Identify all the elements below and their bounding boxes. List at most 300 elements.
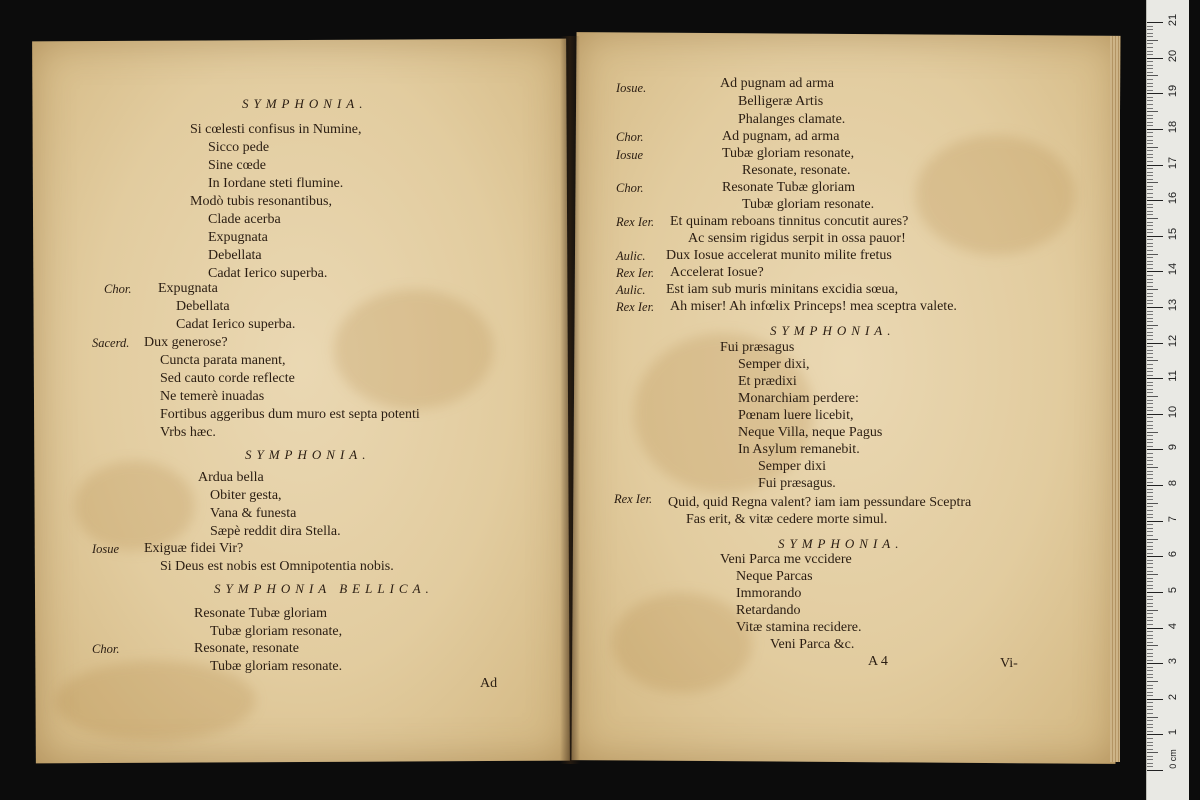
- text-line: Veni Parca &c.: [770, 637, 855, 652]
- ruler-tick: [1147, 581, 1153, 582]
- ruler-tick: [1147, 68, 1153, 69]
- ruler-tick: [1147, 770, 1163, 771]
- ruler-tick: [1147, 499, 1153, 500]
- ruler-number: 18: [1167, 120, 1179, 134]
- ruler-tick: [1147, 104, 1153, 105]
- ruler-tick: [1147, 442, 1153, 443]
- text-line: Sine cœde: [208, 158, 266, 173]
- ruler-tick: [1147, 150, 1153, 151]
- ruler-number: 12: [1167, 334, 1179, 347]
- ruler-tick: [1147, 489, 1153, 490]
- ruler-tick: [1147, 631, 1153, 632]
- ruler-tick: [1147, 129, 1163, 130]
- ruler-tick: [1147, 571, 1153, 572]
- ruler-tick: [1147, 596, 1153, 597]
- text-line: Tubæ gloriam resonate.: [742, 197, 875, 212]
- ruler-tick: [1147, 738, 1153, 739]
- text-line: Accelerat Iosue?: [670, 265, 764, 280]
- ruler-tick: [1147, 685, 1153, 686]
- ruler-tick: [1147, 318, 1153, 319]
- text-line: Phalanges clamate.: [738, 112, 846, 127]
- ruler-tick: [1147, 307, 1163, 308]
- ruler-tick: [1147, 474, 1153, 475]
- text-line: Cadat Ierico superba.: [208, 266, 328, 281]
- ruler-tick: [1147, 588, 1153, 589]
- speaker-label: Aulic.: [616, 283, 646, 297]
- text-line: Fui præsagus.: [758, 476, 836, 491]
- text-line: Ac sensim rigidus serpit in ossa pauor!: [688, 231, 906, 246]
- signature-mark: A 4: [868, 654, 888, 669]
- ruler-tick: [1147, 325, 1158, 326]
- ruler-tick: [1147, 585, 1153, 586]
- text-line: Neque Parcas: [736, 569, 813, 584]
- ruler-tick: [1147, 346, 1153, 347]
- ruler-tick: [1147, 717, 1158, 718]
- ruler-tick: [1147, 674, 1153, 675]
- ruler-tick: [1147, 667, 1153, 668]
- ruler-tick: [1147, 140, 1153, 141]
- ruler-tick: [1147, 428, 1153, 429]
- ruler-number: 19: [1167, 85, 1179, 98]
- ruler-tick: [1147, 239, 1153, 240]
- ruler-tick: [1147, 396, 1158, 397]
- text-line: Et prædixi: [738, 374, 797, 389]
- ruler-tick: [1147, 624, 1153, 625]
- ruler-tick: [1147, 328, 1153, 329]
- text-line: Expugnata: [158, 281, 218, 296]
- ruler-tick: [1147, 218, 1158, 219]
- ruler-tick: [1147, 335, 1153, 336]
- ruler-tick: [1147, 620, 1153, 621]
- text-line: Tubæ gloriam resonate,: [210, 624, 343, 639]
- ruler-tick: [1147, 264, 1153, 265]
- ruler-number: 7: [1167, 515, 1179, 522]
- ruler-tick: [1147, 90, 1153, 91]
- speaker-label: Sacerd.: [92, 336, 130, 350]
- text-line: Clade acerba: [208, 212, 281, 227]
- ruler-tick: [1147, 40, 1158, 41]
- text-line: Cuncta parata manent,: [160, 353, 286, 368]
- text-line: In Iordane steti flumine.: [208, 176, 344, 191]
- ruler-tick: [1147, 296, 1153, 297]
- ruler-tick: [1147, 261, 1153, 262]
- heading-symphonia: SYMPHONIA.: [242, 96, 368, 111]
- text-line: Tubæ gloriam resonate,: [722, 146, 855, 161]
- text-line: Sæpè reddit dira Stella.: [210, 524, 341, 539]
- ruler-tick: [1147, 289, 1158, 290]
- ruler-tick: [1147, 635, 1153, 636]
- text-line: Pœnam luere licebit,: [738, 408, 854, 423]
- ruler-tick: [1147, 182, 1158, 183]
- ruler-number: 3: [1167, 658, 1179, 665]
- ruler-tick: [1147, 392, 1153, 393]
- ruler-tick: [1147, 506, 1153, 507]
- text-line: Ad pugnam, ad arma: [722, 129, 840, 144]
- ruler-tick: [1147, 229, 1153, 230]
- text-line: Resonate Tubæ gloriam: [194, 606, 328, 621]
- speaker-label: Chor.: [616, 130, 644, 144]
- ruler-tick: [1147, 645, 1158, 646]
- ruler-tick: [1147, 485, 1163, 486]
- ruler-tick: [1147, 417, 1153, 418]
- heading-symphonia: SYMPHONIA.: [770, 323, 896, 338]
- speaker-label: Chor.: [92, 642, 120, 656]
- ruler-tick: [1147, 603, 1153, 604]
- text-line: Dux generose?: [144, 335, 228, 350]
- heading-symphonia: SYMPHONIA.: [778, 536, 904, 551]
- ruler-tick: [1147, 58, 1163, 59]
- ruler-tick: [1147, 542, 1153, 543]
- ruler-tick: [1147, 628, 1163, 629]
- ruler-tick: [1147, 471, 1153, 472]
- ruler-tick: [1147, 464, 1153, 465]
- ruler-tick: [1147, 61, 1153, 62]
- ruler-tick: [1147, 83, 1153, 84]
- ruler-tick: [1147, 759, 1153, 760]
- text-line: Quid, quid Regna valent? iam iam pessundare Sceptra: [668, 495, 972, 510]
- ruler-tick: [1147, 54, 1153, 55]
- ruler-tick: [1147, 172, 1153, 173]
- ruler-tick: [1147, 86, 1153, 87]
- ruler-tick: [1147, 546, 1153, 547]
- ruler-tick: [1147, 467, 1158, 468]
- ruler-tick: [1147, 36, 1153, 37]
- ruler-tick: [1147, 175, 1153, 176]
- text-line: In Asylum remanebit.: [738, 442, 860, 457]
- ruler-tick: [1147, 563, 1153, 564]
- speaker-label: Rex Ier.: [616, 266, 655, 280]
- ruler-number: 8: [1167, 479, 1179, 487]
- ruler-number: 10: [1167, 405, 1179, 418]
- text-line: Ne temerè inuadas: [160, 389, 265, 404]
- text-line: Debellata: [208, 248, 262, 263]
- ruler-tick: [1147, 400, 1153, 401]
- ruler-tick: [1147, 93, 1163, 94]
- text-line: Fas erit, & vitæ cedere morte simul.: [686, 512, 888, 527]
- catchword: Vi-: [1000, 656, 1018, 671]
- text-line: Neque Villa, neque Pagus: [738, 425, 883, 440]
- ruler-tick: [1147, 560, 1153, 561]
- ruler-tick: [1147, 695, 1153, 696]
- ruler-number: 11: [1167, 370, 1179, 382]
- ruler-tick: [1147, 453, 1153, 454]
- ruler-unit-label: 0 cm: [1168, 749, 1178, 769]
- ruler-number: 15: [1167, 227, 1179, 240]
- text-line: Veni Parca me vccidere: [720, 552, 852, 567]
- heading-symphonia: SYMPHONIA.: [245, 447, 371, 462]
- ruler-number: 2: [1167, 693, 1179, 700]
- ruler-tick: [1147, 339, 1153, 340]
- ruler-tick: [1147, 357, 1153, 358]
- ruler-tick: [1147, 514, 1153, 515]
- ruler-tick: [1147, 478, 1153, 479]
- text-line: Resonate, resonate.: [742, 163, 851, 178]
- text-line: Debellata: [176, 299, 230, 314]
- text-line: Sicco pede: [208, 140, 270, 155]
- ruler-tick: [1147, 638, 1153, 639]
- ruler-tick: [1147, 75, 1158, 76]
- ruler-tick: [1147, 549, 1153, 550]
- ruler-tick: [1147, 300, 1153, 301]
- ruler-tick: [1147, 360, 1158, 361]
- text-line: Exiguæ fidei Vir?: [144, 541, 244, 556]
- ruler-tick: [1147, 207, 1153, 208]
- text-line: Ah miser! Ah infœlix Princeps! mea sceptra valete.: [670, 299, 957, 314]
- ruler-tick: [1147, 660, 1153, 661]
- ruler-tick: [1147, 749, 1153, 750]
- text-line: Semper dixi: [758, 459, 827, 474]
- ruler-tick: [1147, 293, 1153, 294]
- ruler-tick: [1147, 510, 1153, 511]
- ruler-tick: [1147, 382, 1153, 383]
- ruler-tick: [1147, 567, 1153, 568]
- ruler-tick: [1147, 403, 1153, 404]
- ruler-tick: [1147, 720, 1153, 721]
- speaker-label: Rex Ier.: [614, 492, 653, 506]
- text-line: Modò tubis resonantibus,: [190, 194, 332, 209]
- ruler-tick: [1147, 51, 1153, 52]
- ruler-number: 16: [1167, 191, 1179, 205]
- ruler-tick: [1147, 115, 1153, 116]
- ruler-tick: [1147, 368, 1153, 369]
- ruler-tick: [1147, 154, 1153, 155]
- ruler-number: 17: [1167, 156, 1179, 169]
- text-line: Expugnata: [208, 230, 268, 245]
- ruler-tick: [1147, 314, 1153, 315]
- ruler-tick: [1147, 446, 1153, 447]
- ruler-tick: [1147, 503, 1158, 504]
- text-line: Immorando: [736, 586, 802, 601]
- ruler-tick: [1147, 22, 1163, 23]
- ruler-tick: [1147, 752, 1158, 753]
- ruler-number: 20: [1167, 49, 1179, 62]
- ruler-tick: [1147, 246, 1153, 247]
- ruler-tick: [1147, 257, 1153, 258]
- page-edges: [1110, 36, 1120, 762]
- ruler-tick: [1147, 132, 1153, 133]
- ruler-tick: [1147, 232, 1153, 233]
- ruler-tick: [1147, 168, 1153, 169]
- ruler-tick: [1147, 282, 1153, 283]
- ruler-tick: [1147, 745, 1153, 746]
- ruler-tick: [1147, 43, 1153, 44]
- ruler-tick: [1147, 189, 1153, 190]
- ruler-tick: [1147, 179, 1153, 180]
- ruler-tick: [1147, 410, 1153, 411]
- ruler-tick: [1147, 303, 1153, 304]
- ruler-tick: [1147, 26, 1153, 27]
- ruler-tick: [1147, 496, 1153, 497]
- measuring-ruler: [1146, 0, 1189, 800]
- ruler-number: 5: [1167, 586, 1179, 593]
- ruler-tick: [1147, 663, 1163, 664]
- ruler-number: 1: [1167, 729, 1179, 736]
- ruler-tick: [1147, 535, 1153, 536]
- ruler-tick: [1147, 136, 1153, 137]
- ruler-tick: [1147, 763, 1153, 764]
- ruler-tick: [1147, 271, 1163, 272]
- ruler-tick: [1147, 681, 1158, 682]
- ruler-tick: [1147, 236, 1163, 237]
- text-line: Tubæ gloriam resonate.: [210, 659, 343, 674]
- ruler-tick: [1147, 214, 1153, 215]
- ruler-tick: [1147, 617, 1153, 618]
- heading-symphonia-bellica: SYMPHONIA BELLICA.: [214, 581, 434, 596]
- ruler-number: 9: [1167, 444, 1179, 451]
- ruler-tick: [1147, 528, 1153, 529]
- speaker-label: Iosue: [92, 542, 120, 556]
- text-line: Vana & funesta: [210, 506, 297, 521]
- ruler-tick: [1147, 432, 1158, 433]
- ruler-tick: [1147, 460, 1153, 461]
- ruler-tick: [1147, 197, 1153, 198]
- text-line: Vrbs hæc.: [160, 425, 216, 440]
- ruler-number: 6: [1167, 551, 1179, 558]
- ruler-tick: [1147, 118, 1153, 119]
- ruler-tick: [1147, 756, 1153, 757]
- text-line: Fortibus aggeribus dum muro est septa potenti: [160, 407, 420, 422]
- text-line: Dux Iosue accelerat munito milite fretus: [666, 248, 892, 263]
- ruler-tick: [1147, 97, 1153, 98]
- ruler-tick: [1147, 311, 1153, 312]
- ruler-tick: [1147, 378, 1163, 379]
- ruler-tick: [1147, 332, 1153, 333]
- ruler-tick: [1147, 222, 1153, 223]
- text-line: Monarchiam perdere:: [738, 391, 859, 406]
- text-line: Resonate, resonate: [194, 641, 299, 656]
- ruler-tick: [1147, 321, 1153, 322]
- ruler-tick: [1147, 606, 1153, 607]
- text-line: Ardua bella: [198, 470, 264, 485]
- ruler-tick: [1147, 742, 1153, 743]
- ruler-tick: [1147, 353, 1153, 354]
- ruler-tick: [1147, 517, 1153, 518]
- speaker-label: Rex Ier.: [616, 215, 655, 229]
- ruler-tick: [1147, 375, 1153, 376]
- ruler-tick: [1147, 72, 1153, 73]
- ruler-tick: [1147, 482, 1153, 483]
- text-line: Ad pugnam ad arma: [720, 76, 834, 91]
- ruler-tick: [1147, 706, 1153, 707]
- ruler-tick: [1147, 688, 1153, 689]
- ruler-tick: [1147, 29, 1153, 30]
- ruler-tick: [1147, 161, 1153, 162]
- ruler-tick: [1147, 713, 1153, 714]
- catchword: Ad: [480, 676, 498, 691]
- ruler-tick: [1147, 407, 1153, 408]
- ruler-number: 13: [1167, 298, 1179, 312]
- ruler-tick: [1147, 524, 1153, 525]
- ruler-tick: [1147, 610, 1158, 611]
- speaker-label: Chor.: [104, 282, 132, 296]
- ruler-tick: [1147, 343, 1163, 344]
- ruler-tick: [1147, 100, 1153, 101]
- ruler-tick: [1147, 653, 1153, 654]
- text-line: Obiter gesta,: [210, 488, 282, 503]
- ruler-tick: [1147, 193, 1153, 194]
- ruler-tick: [1147, 731, 1153, 732]
- ruler-tick: [1147, 350, 1153, 351]
- text-line: Si cœlesti confisus in Numine,: [190, 122, 362, 137]
- text-line: Semper dixi,: [738, 357, 810, 372]
- ruler-number: 21: [1167, 13, 1179, 27]
- text-line: Sed cauto corde reflecte: [160, 371, 295, 386]
- ruler-tick: [1147, 243, 1153, 244]
- ruler-tick: [1147, 613, 1153, 614]
- ruler-tick: [1147, 521, 1163, 522]
- ruler-tick: [1147, 435, 1153, 436]
- ruler-tick: [1147, 33, 1153, 34]
- ruler-tick: [1147, 656, 1153, 657]
- ruler-tick: [1147, 449, 1163, 450]
- ruler-tick: [1147, 125, 1153, 126]
- ruler-tick: [1147, 250, 1153, 251]
- ruler-tick: [1147, 425, 1153, 426]
- ruler-tick: [1147, 79, 1153, 80]
- ruler-tick: [1147, 492, 1153, 493]
- ruler-tick: [1147, 254, 1158, 255]
- ruler-tick: [1147, 556, 1163, 557]
- book-gutter: [560, 36, 580, 764]
- ruler-tick: [1147, 421, 1153, 422]
- ruler-tick: [1147, 724, 1153, 725]
- ruler-tick: [1147, 268, 1153, 269]
- ruler-tick: [1147, 279, 1153, 280]
- ruler-tick: [1147, 108, 1153, 109]
- ruler-tick: [1147, 531, 1153, 532]
- ruler-tick: [1147, 553, 1153, 554]
- speaker-label: Iosue.: [616, 81, 647, 95]
- speaker-label: Aulic.: [616, 249, 646, 263]
- ruler-tick: [1147, 592, 1163, 593]
- ruler-tick: [1147, 699, 1163, 700]
- ruler-tick: [1147, 439, 1153, 440]
- text-line: Resonate Tubæ gloriam: [722, 180, 856, 195]
- ruler-tick: [1147, 578, 1153, 579]
- ruler-tick: [1147, 709, 1153, 710]
- text-line: Belligeræ Artis: [738, 94, 824, 109]
- ruler-tick: [1147, 692, 1153, 693]
- ruler-tick: [1147, 702, 1153, 703]
- ruler-tick: [1147, 670, 1153, 671]
- ruler-tick: [1147, 186, 1153, 187]
- ruler-tick: [1147, 143, 1153, 144]
- text-line: Et quinam reboans tinnitus concutit aures?: [670, 214, 909, 229]
- ruler-number: 4: [1167, 622, 1179, 629]
- ruler-tick: [1147, 225, 1153, 226]
- ruler-tick: [1147, 766, 1153, 767]
- ruler-tick: [1147, 457, 1153, 458]
- ruler-tick: [1147, 286, 1153, 287]
- ruler-tick: [1147, 200, 1163, 201]
- ruler-tick: [1147, 204, 1153, 205]
- ruler-tick: [1147, 677, 1153, 678]
- ruler-tick: [1147, 165, 1163, 166]
- ruler-tick: [1147, 147, 1158, 148]
- speaker-label: Iosue: [616, 148, 644, 162]
- text-line: Est iam sub muris minitans excidia sœua,: [666, 282, 899, 297]
- ruler-tick: [1147, 275, 1153, 276]
- speaker-label: Rex Ier.: [616, 300, 655, 314]
- ruler-tick: [1147, 734, 1163, 735]
- ruler-tick: [1147, 364, 1153, 365]
- text-line: Retardando: [736, 603, 801, 618]
- ruler-tick: [1147, 574, 1158, 575]
- ruler-tick: [1147, 642, 1153, 643]
- text-line: Cadat Ierico superba.: [176, 317, 296, 332]
- speaker-label: Chor.: [616, 181, 644, 195]
- text-line: Fui præsagus: [720, 340, 795, 355]
